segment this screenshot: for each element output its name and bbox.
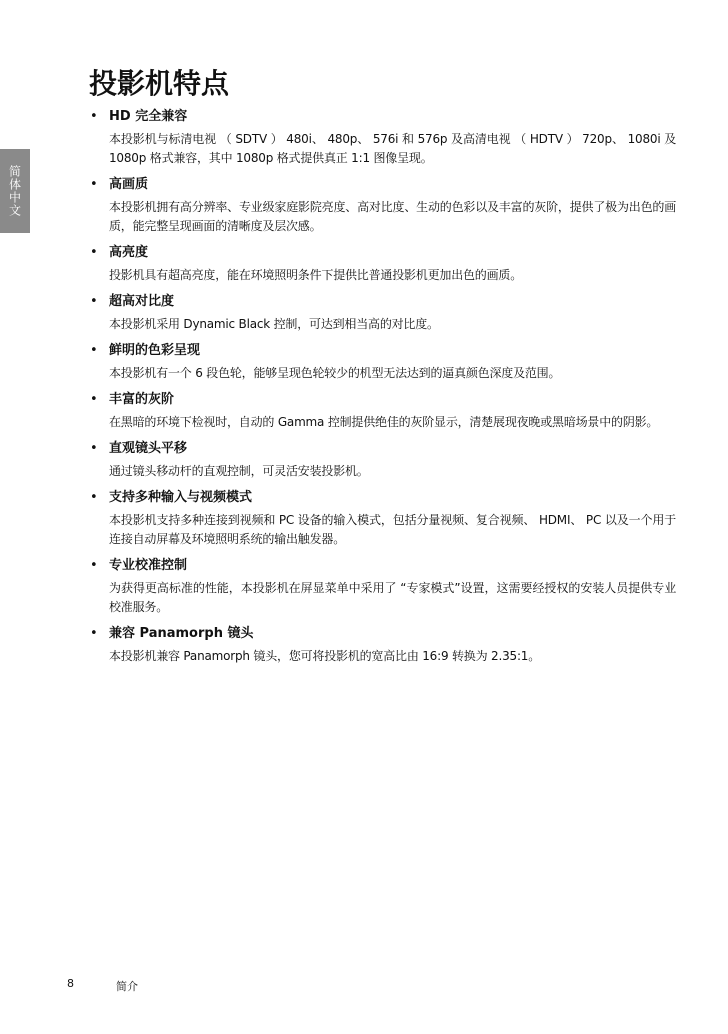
page-title: 投影机特点 [89,67,230,100]
feature-item [90,340,676,383]
feature-item [90,106,676,168]
feature-title: 鲜明的色彩呈现 [109,343,201,358]
bullet-icon: • [90,109,98,124]
feature-title: 专业校准控制 [109,558,188,573]
feature-description: 本投影机兼容 Panamorph 镜头，您可将投影机的宽高比由 16:9 转换为 2.35:1。 [109,649,541,663]
footer-section-title: 简介 [116,980,138,993]
bullet-icon: • [90,343,98,358]
feature-description: 本投影机与标清电视 （ SDTV ） 480i、 480p、 576i 和 576p 及高清电视 （ HDTV ） 720p、 1080i 及 1080p 格式兼容，其中 1080p 格式提供真正 1:1 图像呈现。 [109,132,676,165]
bullet-icon: • [90,392,98,407]
feature-item [90,389,676,432]
feature-title: 直观镜头平移 [109,441,188,456]
feature-description: 本投影机支持多种连接到视频和 PC 设备的输入模式，包括分量视频、复合视频、 HDMI、 PC 以及一个用于连接自动屏幕及环境照明系统的输出触发器。 [109,513,676,546]
feature-description: 为获得更高标准的性能，本投影机在屏显菜单中采用了 “专家模式”设置，这需要经授权的安装人员提供专业校准服务。 [109,581,676,614]
feature-title: 超高对比度 [109,294,175,309]
feature-item [90,438,676,481]
feature-list [90,106,676,672]
feature-title: 高画质 [109,177,149,192]
bullet-icon: • [90,294,98,309]
language-side-tab [0,149,30,233]
feature-description: 通过镜头移动杆的直观控制，可灵活安装投影机。 [109,464,369,478]
bullet-icon: • [90,490,98,505]
bullet-icon: • [90,177,98,192]
feature-title: 支持多种输入与视频模式 [109,490,253,505]
feature-title: HD 完全兼容 [109,109,188,124]
feature-item [90,174,676,236]
feature-item [90,487,676,549]
feature-item [90,242,676,285]
feature-description: 在黑暗的环境下检视时，自动的 Gamma 控制提供绝佳的灰阶显示，清楚展现夜晚或黑暗场景中的阴影。 [109,415,659,429]
feature-title: 丰富的灰阶 [109,392,175,407]
feature-description: 本投影机有一个 6 段色轮，能够呈现色轮较少的机型无法达到的逼真颜色深度及范围。 [109,366,561,380]
feature-item [90,623,676,666]
feature-title: 兼容 Panamorph 镜头 [109,626,254,641]
feature-description: 本投影机拥有高分辨率、专业级家庭影院亮度、高对比度、生动的色彩以及丰富的灰阶，提供了极为出色的画质，能完整呈现画面的清晰度及层次感。 [109,200,676,233]
bullet-icon: • [90,626,98,641]
feature-description: 投影机具有超高亮度，能在环境照明条件下提供比普通投影机更加出色的画质。 [109,268,523,282]
language-label: 简体中文 [7,165,22,217]
bullet-icon: • [90,558,98,573]
feature-item [90,555,676,617]
bullet-icon: • [90,441,98,456]
bullet-icon: • [90,245,98,260]
feature-title: 高亮度 [109,245,149,260]
feature-item [90,291,676,334]
feature-description: 本投影机采用 Dynamic Black 控制，可达到相当高的对比度。 [109,317,439,331]
page-number: 8 [67,977,74,990]
